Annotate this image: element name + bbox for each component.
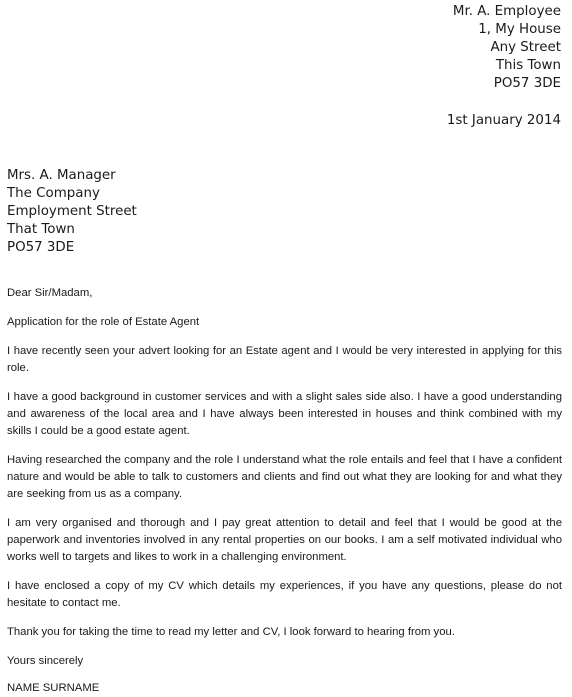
signature-name: NAME SURNAME	[7, 682, 100, 694]
letter-body	[7, 285, 562, 697]
sender-postcode: PO57 3DE	[493, 76, 561, 91]
sender-address-line-2: Any Street	[490, 40, 561, 55]
letter-date: 1st January 2014	[446, 113, 561, 128]
recipient-street: Employment Street	[7, 204, 137, 219]
recipient-name: Mrs. A. Manager	[7, 168, 116, 183]
sender-town: This Town	[495, 58, 561, 73]
paragraph-organised: I am very organised and thorough and I pay great attention to detail and feel that I would be good at the paperwork and inventories involved in any rental properties on our books. I am a self motivated individual who works well to targets and likes to work in a challenging environment.	[7, 517, 562, 563]
paragraph-enclosed-cv: I have enclosed a copy of my CV which details my experiences, if you have any questions, please do not hesitate to contact me.	[7, 580, 562, 609]
salutation: Dear Sir/Madam,	[7, 287, 93, 299]
paragraph-research: Having researched the company and the role I understand what the role entails and feel that I have a confident nature and would be able to talk to customers and clients and find out what they are looking for and what they are seeking from us as a company.	[7, 454, 562, 500]
paragraph-interest: I have recently seen your advert looking for an Estate agent and I would be very interested in applying for this role.	[7, 345, 562, 374]
recipient-address-block	[7, 167, 137, 257]
closing: Yours sincerely	[7, 655, 84, 667]
paragraph-thanks: Thank you for taking the time to read my letter and CV, I look forward to hearing from you.	[7, 626, 455, 638]
paragraph-background: I have a good background in customer services and with a slight sales side also. I have a good understanding and awareness of the local area and I have always been interested in houses and think combined with my skills I could be a good estate agent.	[7, 391, 562, 437]
sender-address-line-1: 1, My House	[478, 22, 561, 37]
recipient-postcode: PO57 3DE	[7, 240, 75, 255]
subject-line: Application for the role of Estate Agent	[7, 316, 200, 328]
recipient-company: The Company	[7, 186, 100, 201]
sender-name: Mr. A. Employee	[452, 4, 561, 19]
recipient-town: That Town	[7, 222, 75, 237]
sender-address-block	[453, 3, 561, 93]
